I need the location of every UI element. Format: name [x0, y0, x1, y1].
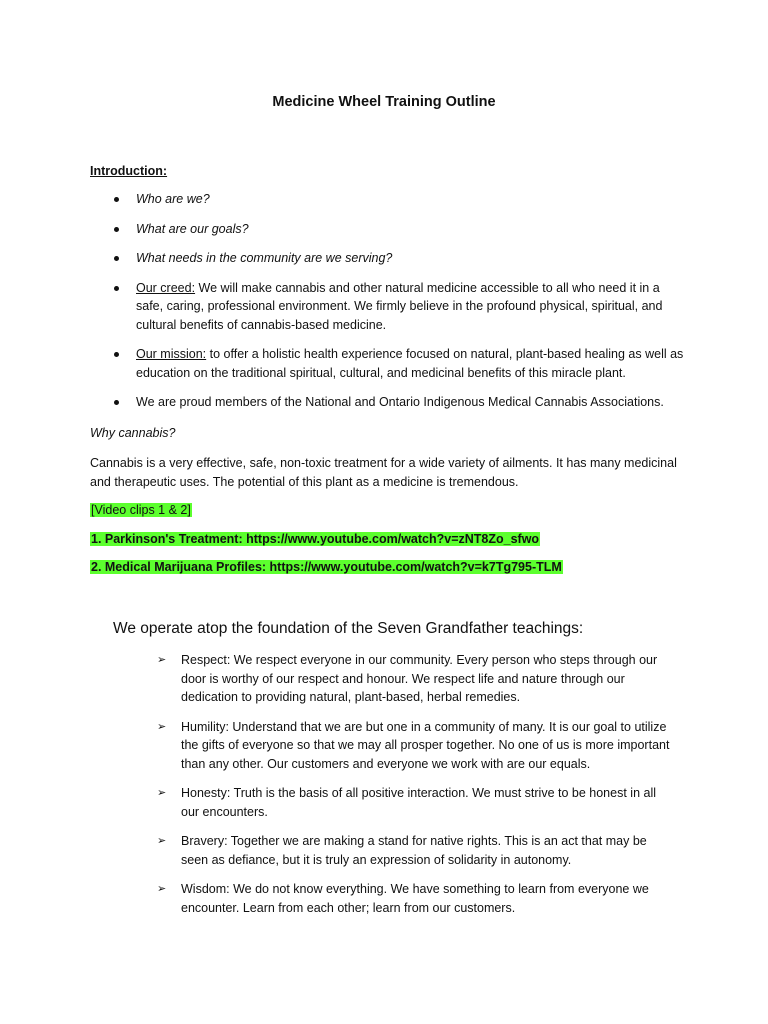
list-item	[90, 279, 690, 335]
teaching-item	[157, 718, 677, 774]
bullet-icon	[114, 286, 119, 291]
video-clips-label-row	[90, 501, 680, 520]
list-item-text: What needs in the community are we serving?	[136, 251, 393, 265]
seven-teachings-heading: We operate atop the foundation of the Seven Grandfather teachings:	[113, 620, 584, 637]
video-link-2-row	[90, 558, 680, 577]
list-item-text: We are proud members of the National and Ontario Indigenous Medical Cannabis Associations.	[136, 395, 664, 409]
arrowhead-bullet-icon: ➢	[157, 787, 167, 799]
teaching-text: Wisdom: We do not know everything. We have something to learn from everyone we encounter. Learn from each other; learn from our customers.	[181, 882, 649, 915]
arrowhead-bullet-icon: ➢	[157, 883, 167, 895]
teaching-item	[157, 651, 677, 707]
list-item	[90, 220, 690, 239]
arrowhead-bullet-icon: ➢	[157, 720, 167, 733]
teaching-text: Honesty: Truth is the basis of all positive interaction. We must strive to be honest in all our encounters.	[181, 786, 656, 819]
bullet-icon	[114, 256, 119, 261]
teaching-item	[157, 880, 677, 917]
mission-text: to offer a holistic health experience focused on natural, plant-based healing as well as education on the traditional spiritual, cultural, and medicinal benefits of this miracle plant.	[136, 347, 684, 380]
bullet-icon	[114, 227, 119, 232]
introduction-list	[90, 190, 690, 423]
cannabis-paragraph: Cannabis is a very effective, safe, non-toxic treatment for a wide variety of ailments. It has many medicinal and therapeutic uses. The potential of this plant as a medicine is tremendous.	[90, 456, 677, 489]
teaching-item	[157, 784, 677, 821]
introduction-heading: Introduction:	[90, 164, 168, 178]
teaching-text: Respect: We respect everyone in our community. Every person who steps through our door is worthy of our respect and honour. We respect life and nature through our dedication to providing natural, plant-based, herbal remedies.	[181, 653, 658, 704]
bullet-icon	[114, 400, 119, 405]
arrowhead-bullet-icon: ➢	[157, 654, 167, 666]
page-title: Medicine Wheel Training Outline	[272, 94, 496, 110]
video-link-2[interactable]: 2. Medical Marijuana Profiles: https://www.youtube.com/watch?v=k7Tg795-TLM	[91, 560, 562, 574]
list-item	[90, 249, 690, 268]
creed-text: We will make cannabis and other natural medicine accessible to all who need it in a safe, caring, professional environment. We firmly believe in the profound physical, spiritual, and cultural benefits of cannabis-based medicine.	[136, 280, 663, 332]
list-item-text: What are our goals?	[136, 221, 249, 236]
teaching-item	[157, 832, 677, 869]
bullet-icon	[114, 197, 119, 202]
creed-label: Our creed:	[136, 280, 196, 295]
video-link-1-row	[90, 530, 680, 549]
video-link-1[interactable]: 1. Parkinson's Treatment: https://www.youtube.com/watch?v=zNT8Zo_sfwo	[91, 532, 540, 546]
teachings-list	[157, 651, 677, 928]
why-cannabis-heading: Why cannabis?	[90, 426, 176, 440]
list-item	[90, 393, 690, 412]
teaching-text: Humility: Understand that we are but one in a community of many. It is our goal to utilize the gifts of everyone so that we may all prosper together. No one of us is more important than any other. Our customers and everyone we work with are our equals.	[181, 719, 670, 771]
mission-label: Our mission:	[136, 347, 207, 361]
teaching-text: Bravery: Together we are making a stand for native rights. This is an act that may be seen as defiance, but it is truly an expression of solidarity in autonomy.	[181, 834, 647, 867]
list-item	[90, 190, 690, 209]
arrowhead-bullet-icon: ➢	[157, 835, 167, 847]
list-item-text: Who are we?	[136, 192, 210, 206]
video-clips-label: [Video clips 1 & 2]	[91, 503, 191, 517]
bullet-icon	[114, 352, 119, 357]
list-item	[90, 345, 690, 382]
